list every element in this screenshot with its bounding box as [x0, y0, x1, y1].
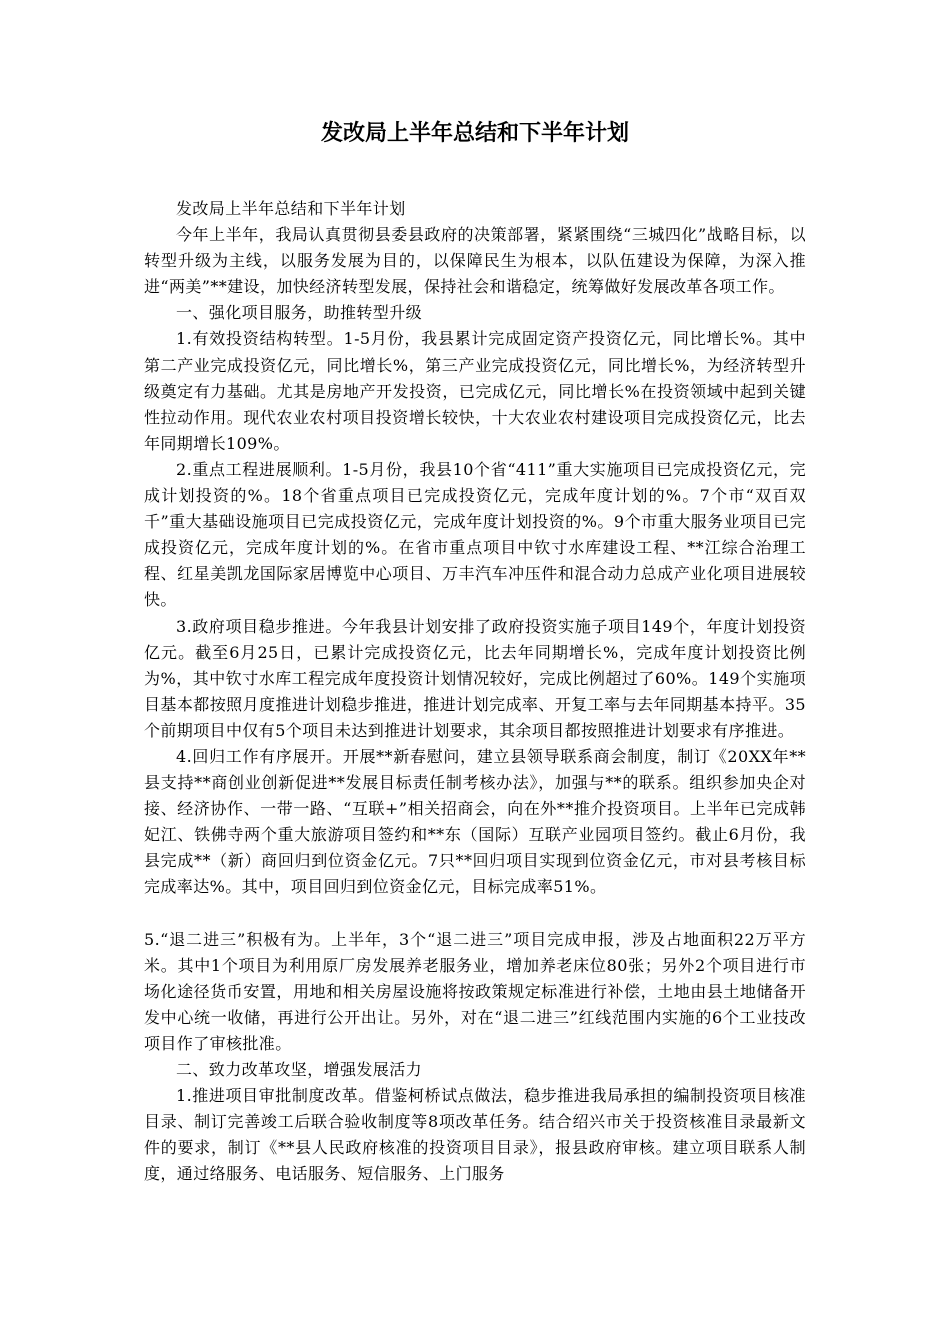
paragraph-item-1-2: 2.重点工程进展顺利。1-5月份，我县10个省“411”重大实施项目已完成投资亿元，完成计划投资的%。18个省重点项目已完成投资亿元，完成年度计划的%。7个市“双百双千”重大基础设施项目已完成投资亿元，完成年度计划投资的%。9个市重大服务业项目已完成投资亿元，完成年度计划的%。在省市重点项目中钦寸水库建设工程、**江综合治理工程、红星美凯龙国际家居博览中心项目、万丰汽车冲压件和混合动力总成产业化项目进展较快。: [144, 459, 806, 610]
paragraph-subtitle: 发改局上半年总结和下半年计划: [176, 199, 406, 218]
section-heading-2: 二、致力改革攻坚，增强发展活力: [176, 1060, 423, 1079]
document-body: [144, 196, 806, 1187]
document-title: 发改局上半年总结和下半年计划: [320, 121, 629, 146]
paragraph-gap: [144, 901, 806, 927]
paragraph-item-1-4: 4.回归工作有序展开。开展**新春慰问，建立县领导联系商会制度，制订《20XX年**县支持**商创业创新促进**发展目标责任制考核办法》，加强与**的联系。组织参加央企对接、经济协作、一带一路、“互联+”相关招商会，向在外**推介投资项目。上半年已完成韩妃江、铁佛寺两个重大旅游项目签约和**东（国际）互联产业园项目签约。截止6月份，我县完成**（新）商回归到位资金亿元。7只**回归项目实现到位资金亿元，市对县考核目标完成率达%。其中，项目回归到位资金亿元，目标完成率51%。: [144, 746, 806, 897]
paragraph-intro: 今年上半年，我局认真贯彻县委县政府的决策部署，紧紧围绕“三城四化”战略目标，以转型升级为主线，以服务发展为目的，以保障民生为根本，以队伍建设为保障，为深入推进“两美”**建设，加快经济转型发展，保持社会和谐稳定，统筹做好发展改革各项工作。: [144, 225, 806, 297]
paragraph-item-1-3: 3.政府项目稳步推进。今年我县计划安排了政府投资实施子项目149个，年度计划投资亿元。截至6月25日，已累计完成投资亿元，比去年同期增长%，完成年度计划投资比例为%，其中钦寸水库工程完成年度投资计划情况较好，完成比例超过了60%。149个实施项目基本都按照月度推进计划稳步推进，推进计划完成率、开复工率与去年同期基本持平。35个前期项目中仅有5个项目未达到推进计划要求，其余项目都按照推进计划要求有序推进。: [144, 616, 806, 740]
paragraph-item-1-1: 1.有效投资结构转型。1-5月份，我县累计完成固定资产投资亿元，同比增长%。其中第二产业完成投资亿元，同比增长%，第三产业完成投资亿元，同比增长%，为经济转型升级奠定有力基础。尤其是房地产开发投资，已完成亿元，同比增长%在投资领域中起到关键性拉动作用。现代农业农村项目投资增长较快，十大农业农村建设项目完成投资亿元，比去年同期增长109%。: [144, 329, 806, 453]
paragraph-item-1-5: 5.“退二进三”积极有为。上半年，3个“退二进三”项目完成申报，涉及占地面积22万平方米。其中1个项目为利用原厂房发展养老服务业，增加养老床位80张；另外2个项目进行市场化途径货币安置，用地和相关房屋设施将按政策规定标准进行补偿，土地由县土地储备开发中心统一收储，再进行公开出让。另外，对在“退二进三”红线范围内实施的6个工业技改项目作了审核批准。: [144, 929, 806, 1053]
section-heading-1: 一、强化项目服务，助推转型升级: [176, 303, 423, 323]
paragraph-item-2-1: 1.推进项目审批制度改革。借鉴柯桥试点做法，稳步推进我局承担的编制投资项目核准目录、制订完善竣工后联合验收制度等8项改革任务。结合绍兴市关于投资核准目录最新文件的要求，制订《**县人民政府核准的投资项目目录》，报县政府审核。建立项目联系人制度，通过络服务、电话服务、短信服务、上门服务: [144, 1086, 806, 1184]
